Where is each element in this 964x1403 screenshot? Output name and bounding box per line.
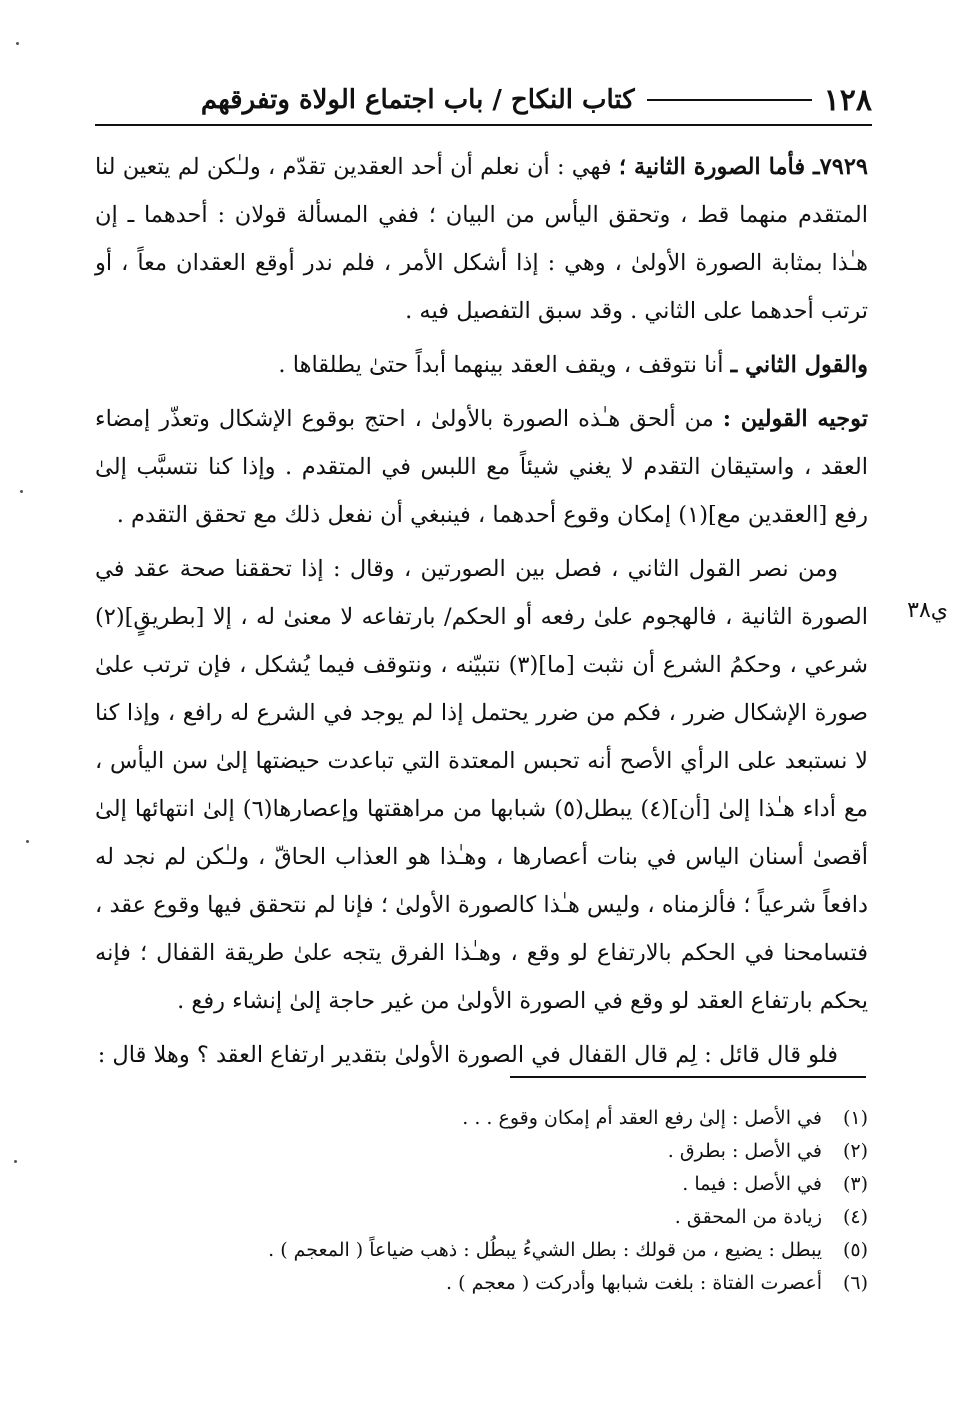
footnote-text: في الأصل : فيما . bbox=[682, 1173, 822, 1195]
paragraph-lead: توجيه القولين : bbox=[722, 406, 868, 432]
footnote bbox=[95, 1201, 868, 1234]
footnote-text: أعصرت الفتاة : بلغت شبابها وأدركت ( معجم ) . bbox=[446, 1272, 822, 1294]
paragraph-text: من ألحق هـٰذه الصورة بالأولىٰ ، احتج بوقوع الإشكال وتعذّر إمضاء العقد ، واستيقان التقدم لا يغني شيئاً مع اللبس في المتقدم . وإذا كنا نتسبَّب إلىٰ رفع [العقدين مع](١) إمكان وقوع أحدهما ، فينبغي أن نفعل ذلك مع تحقق التقدم . bbox=[95, 406, 868, 528]
footnote-text: في الأصل : إلىٰ رفع العقد أم إمكان وقوع . . . bbox=[462, 1107, 822, 1129]
paragraph-argument: ومن نصر القول الثاني ، فصل بين الصورتين ، وقال : إذا تحققنا صحة عقد في الصورة الثانية ، فالهجوم علىٰ رفعه أو الحكم/ بارتفاعه لا معنىٰ له ، إلا [بطريقٍ](٢) شرعي ، وحكمُ الشرع أن نثبت [ما](٣) نتبيّنه ، ونتوقف فيما يُشكل ، فإن ترتب علىٰ صورة الإشكال ضرر ، فكم من ضرر يحتمل إذا لم يوجد في الشرع له رافع ، وإذا كنا لا نستبعد على الرأي الأصح أنه تحبس المعتدة التي تباعدت حيضتها إلىٰ سن اليأس ، مع أداء هـٰذا إلىٰ [أن](٤) يبطل(٥) شبابها من مراهقتها وإعصارها(٦) إلىٰ انتهائها إلىٰ أقصىٰ أسنان الياس في بنات أعصارها ، وهـٰذا هو العذاب الحاقّ ، ولـٰكن لم نجد له دافعاً شرعياً ؛ فألزمناه ، وليس هـٰذا كالصورة الأولىٰ ؛ فإنا لم نتحقق فيها وقوع عقد ، فتسامحنا في الحكم بالارتفاع لو وقع ، وهـٰذا الفرق يتجه علىٰ طريقة القفال ؛ فإنه يحكم بارتفاع العقد لو وقع في الصورة الأولىٰ من غير حاجة إلىٰ إنشاء رفع . bbox=[95, 556, 869, 1014]
footnote bbox=[95, 1168, 868, 1201]
footnote bbox=[95, 1234, 868, 1267]
footnote-separator bbox=[510, 1076, 866, 1078]
manuscript-margin-note: ي٣٨ bbox=[907, 598, 948, 623]
footnote-number: (٤) bbox=[842, 1206, 868, 1228]
paragraph-text: فهي : أن نعلم أن أحد العقدين تقدّم ، ولـٰكن لم يتعين لنا المتقدم منهما قط ، وتحقق اليأس من البيان ؛ ففي المسألة قولان : أحدهما ـ إن هـٰذا بمثابة الصورة الأولىٰ ، وهي : إذا أشكل الأمر ، فلم ندر أوقع العقدان معاً ، أو ترتب أحدهما على الثاني . وقد سبق التفصيل فيه . bbox=[95, 154, 868, 324]
footnote-text: يبطل : يضيع ، من قولك : بطل الشيءُ يبطُل : ذهب ضياعاً ( المعجم ) . bbox=[268, 1239, 822, 1261]
header-dash-rule bbox=[647, 99, 812, 101]
header-underline bbox=[95, 124, 872, 126]
footnote bbox=[95, 1267, 868, 1300]
scan-speck bbox=[16, 42, 19, 45]
paragraph-lead: ٧٩٢٩ـ فأما الصورة الثانية ؛ bbox=[618, 154, 868, 180]
main-text bbox=[95, 143, 868, 1079]
scan-speck bbox=[14, 1160, 17, 1163]
footnote-text: زيادة من المحقق . bbox=[674, 1206, 822, 1228]
running-title: كتاب النكاح / باب اجتماع الولاة وتفرقهم bbox=[200, 85, 635, 115]
page-number: ١٢٨ bbox=[823, 82, 872, 118]
footnote-number: (١) bbox=[842, 1107, 868, 1129]
paragraph-question: فلو قال قائل : لِم قال القفال في الصورة الأولىٰ بتقدير ارتفاع العقد ؟ وهلا قال : bbox=[97, 1042, 838, 1068]
footnote-number: (٣) bbox=[842, 1173, 868, 1195]
paragraph-7929 bbox=[95, 143, 868, 335]
footnote-text: في الأصل : بطرق . bbox=[667, 1140, 822, 1162]
footnote-number: (٢) bbox=[842, 1140, 868, 1162]
footnote bbox=[95, 1135, 868, 1168]
page-header bbox=[95, 78, 872, 122]
paragraph-second-opinion bbox=[95, 341, 868, 389]
paragraph-text: أنا نتوقف ، ويقف العقد بينهما أبداً حتىٰ يطلقاها . bbox=[278, 352, 731, 378]
footnotes bbox=[95, 1102, 868, 1300]
footnote-number: (٥) bbox=[842, 1239, 868, 1261]
paragraph-justification bbox=[95, 395, 868, 539]
scan-speck bbox=[20, 490, 23, 493]
paragraph-lead: والقول الثاني ـ bbox=[730, 352, 868, 378]
scan-speck bbox=[26, 840, 29, 843]
footnote bbox=[95, 1102, 868, 1135]
footnote-number: (٦) bbox=[842, 1272, 868, 1294]
